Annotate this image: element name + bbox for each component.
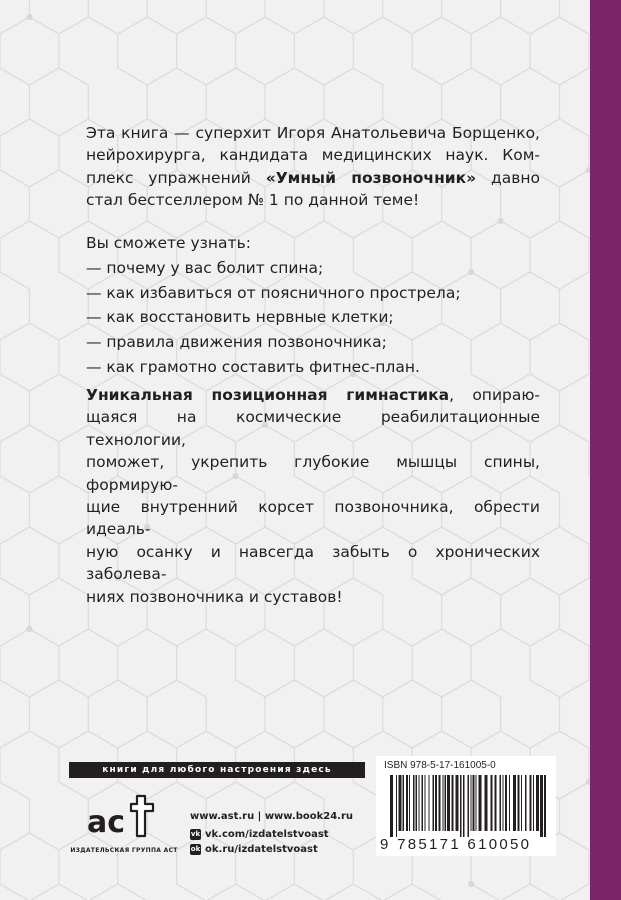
- book-spine-strip: [590, 0, 621, 900]
- barcode-bar: [544, 775, 546, 837]
- barcode-bar: [500, 775, 502, 831]
- barcode-bar: [485, 775, 488, 831]
- barcode-bar: [399, 775, 402, 831]
- summary-line: ниях позвоночника и суставов!: [86, 587, 343, 606]
- barcode-bar: [419, 775, 420, 831]
- barcode-bar: [495, 775, 497, 831]
- barcode-bar: [476, 775, 477, 831]
- barcode-bar: [509, 775, 510, 831]
- list-heading: Вы сможете узнать:: [86, 234, 251, 252]
- website-links[interactable]: www.ast.ru | www.book24.ru: [190, 811, 354, 822]
- barcode-bar: [525, 775, 527, 831]
- list-item: — почему у вас болит спина;: [86, 258, 324, 277]
- summary-line: щаяся на космические реабилитационные технологии,: [86, 408, 540, 449]
- barcode-bar: [518, 775, 520, 831]
- barcode-bar: [443, 775, 444, 831]
- summary-paragraph: [86, 384, 540, 608]
- barcode-bar: [463, 775, 465, 837]
- barcode-bar: [456, 775, 459, 831]
- list-item: — правила движения позвоночника;: [86, 333, 387, 352]
- tagline-banner: книги для любого настроения здесь: [69, 762, 365, 778]
- learn-list: [86, 232, 540, 381]
- intro-line: плекс упражнений «Умный позвоночник» давно: [86, 168, 540, 187]
- barcode-bar: [460, 775, 462, 837]
- barcode-bar: [396, 775, 397, 837]
- list-item: — как избавиться от поясничного прострела;: [86, 283, 461, 302]
- barcode-bar: [536, 775, 539, 831]
- barcode-bar: [413, 775, 415, 831]
- barcode-bar: [503, 775, 504, 831]
- barcode-bar: [435, 775, 437, 831]
- isbn-label: ISBN 978-5-17-161005-0: [384, 760, 496, 771]
- barcode-bar: [533, 775, 534, 831]
- barcode-bar: [447, 775, 450, 831]
- intro-line: Эта книга — суперхит Игоря Анатольевича Борщенко,: [86, 124, 540, 142]
- summary-line: Уникальная позиционная гимнастика, опираю-: [86, 386, 540, 404]
- barcode-bar: [473, 775, 475, 831]
- barcode-bar: [513, 775, 516, 831]
- barcode-bar: [505, 775, 507, 831]
- intro-line: нейрохирурга, кандидата медицинских наук. Ком-: [86, 146, 540, 165]
- ok-icon: ok: [190, 845, 201, 853]
- ast-logo: [85, 792, 161, 842]
- vk-icon: vk: [190, 830, 201, 838]
- barcode-bar: [439, 775, 441, 831]
- barcode-bar: [521, 775, 522, 831]
- gymnastics-bold: Уникальная позиционная гимнастика: [86, 386, 450, 404]
- barcode-bar: [425, 775, 426, 831]
- barcode-bar: [530, 775, 532, 831]
- barcode-bar: [491, 775, 493, 831]
- barcode-bar: [479, 775, 482, 831]
- list-item: — как восстановить нервные клетки;: [86, 308, 394, 327]
- summary-line: поможет, укрепить глубокие мышцы спины, формирую-: [86, 453, 540, 494]
- barcode-bar: [445, 775, 447, 831]
- intro-paragraph: [86, 122, 540, 212]
- barcode-bar: [540, 775, 543, 837]
- vk-link-text: vk.com/izdatelstvoast: [205, 829, 329, 840]
- ok-link-text: ok.ru/izdatelstvoast: [205, 844, 318, 855]
- vk-link[interactable]: [190, 829, 329, 840]
- barcode-bar: [406, 775, 408, 831]
- barcode-bars: [388, 775, 550, 837]
- barcode-bar: [433, 775, 435, 831]
- barcode-bar: [429, 775, 430, 831]
- barcode-bar: [409, 775, 410, 831]
- barcode-bar: [468, 775, 470, 837]
- molecule-node: [498, 218, 504, 224]
- summary-line: ную осанку и навсегда забыть о хронических заболева-: [86, 542, 540, 584]
- logo-text: ac: [87, 805, 126, 840]
- barcode-bar: [403, 775, 405, 831]
- molecule-node: [468, 881, 474, 887]
- barcode-bar: [390, 775, 393, 837]
- summary-line: щие внутренний корсет позвоночника, обрести идеаль-: [86, 498, 540, 539]
- barcode-bar: [422, 775, 424, 831]
- molecule-node: [26, 14, 32, 20]
- barcode-bar: [452, 775, 454, 831]
- barcode-bar: [471, 775, 472, 831]
- ok-link[interactable]: [190, 844, 318, 855]
- intro-line: стал бестселлером № 1 по данной теме!: [86, 191, 420, 210]
- list-item: — как грамотно составить фитнес-план.: [86, 357, 420, 376]
- barcode-digits: 9 785171 610050: [380, 836, 532, 853]
- molecule-node: [26, 626, 32, 632]
- barcode-bar: [416, 775, 418, 831]
- publisher-name: ИЗДАТЕЛЬСКАЯ ГРУППА АСТ: [70, 847, 178, 854]
- book-title-bold: «Умный позвоночник»: [265, 168, 477, 187]
